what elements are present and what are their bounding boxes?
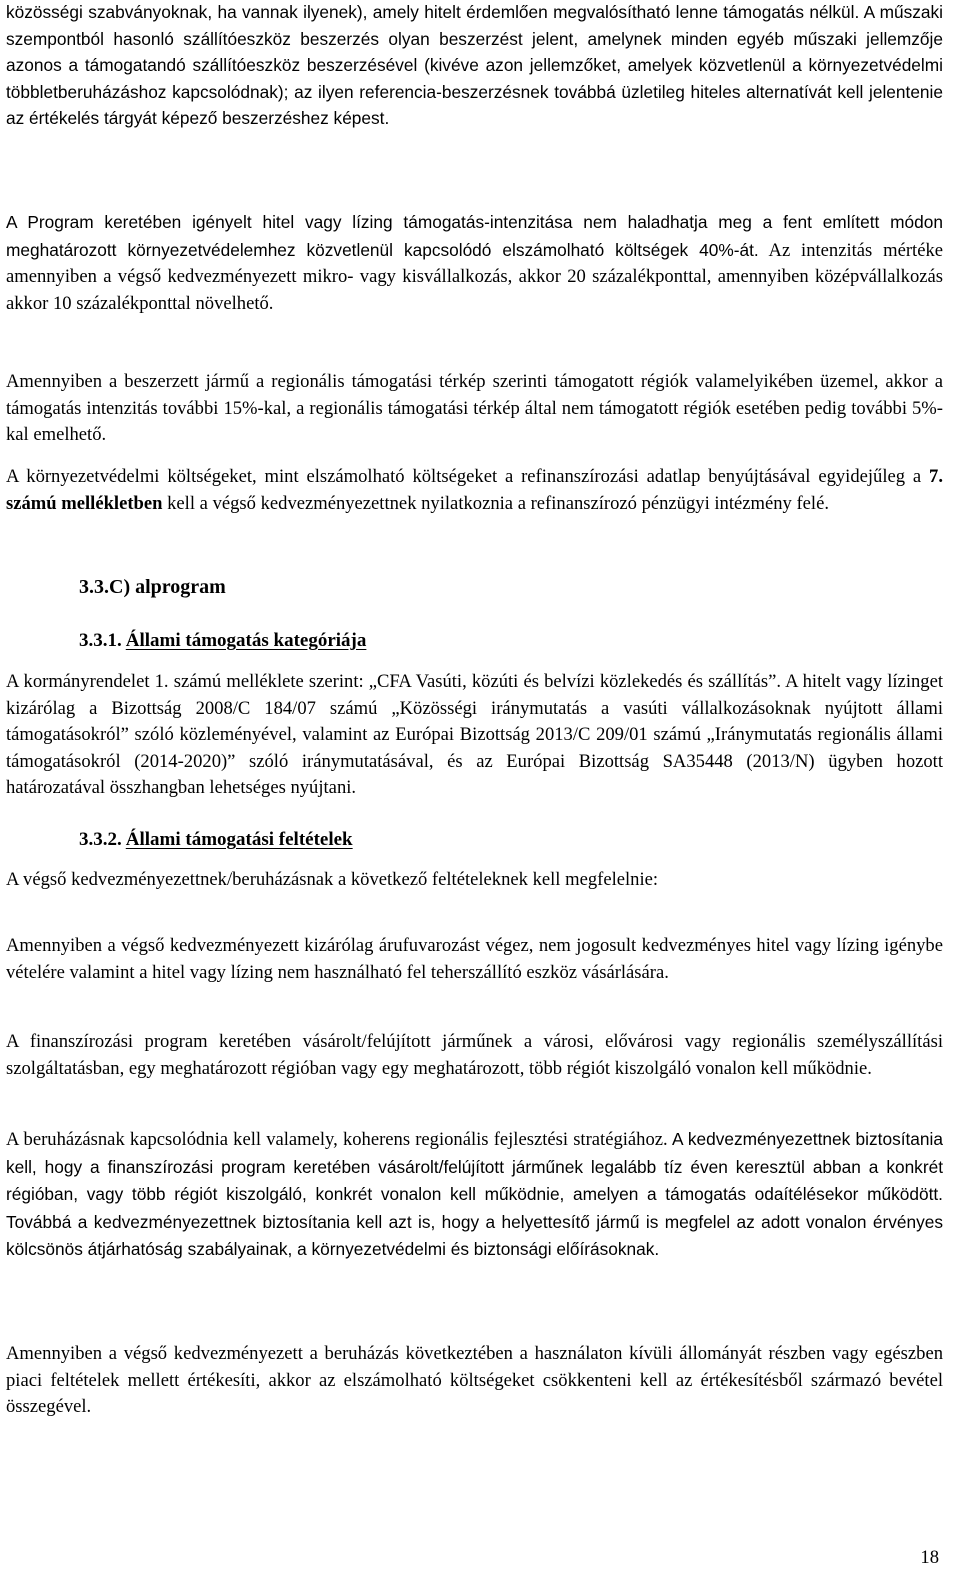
heading-aid-conditions-number: 3.3.2.: [79, 829, 122, 850]
paragraph-passenger-service: A finanszírozási program keretében vásárolt/felújított járműnek a városi, elővárosi vagy regionális személyszállítási szolgáltatásban, egy meghatározott régióban vagy egy meghatározott, több régiót kiszolgáló vonalon kell működnie.: [6, 1031, 943, 1079]
heading-aid-category-number: 3.3.1.: [79, 630, 122, 651]
page-number: 18: [920, 1547, 939, 1568]
paragraph-aid-intensity: [6, 209, 943, 317]
aid-intensity-sentence-1: A Program keretében igényelt hitel vagy lízing támogatás-intenzitása nem haladhatja meg a fent említett módon meghatározott környezetvédelemhez közvetlenül kapcsolódó elszámolható költségek 40%-át.: [6, 212, 943, 260]
paragraph-conditions-intro: A végső kedvezményezettnek/beruházásnak a következő feltételeknek kell megfelelnie:: [6, 869, 659, 890]
heading-aid-conditions: [79, 827, 353, 853]
paragraph-reference-procurement: közösségi szabványoknak, ha vannak ilyenek), amely hitelt érdemlően megvalósítható lenne támogatás nélkül. A műszaki szempontból hasonló szállítóeszköz beszerzés olyan beszerzést jelent, amelynek minden egyéb műszaki jellemzője azonos a támogatandó szállítóeszköz beszerzésével (kivéve azon jellemzőket, amelyek közvetlenül a környezetvédelmi többletberuházáshoz kapcsolódnak); az ilyen referencia-beszerzésnek továbbá üzletileg hiteles alternatívát kell jelentenie az értékelés tárgyát képező beszerzéshez képest.: [6, 2, 943, 129]
paragraph-aid-category: A kormányrendelet 1. számú melléklete szerint: „CFA Vasúti, közúti és belvízi közlekedés és szállítás”. A hitelt vagy lízinget kizárólag a Bizottság 2008/C 184/07 számú „Közösségi iránymutatás a vasúti vállalkozásoknak nyújtott állami támogatásokról” szóló közleményével, valamint az Európai Bizottság 2013/C 209/01 számú „Iránymutatás regionális állami támogatásokról (2014-2020)” szóló iránymutatásával, és az Európai Bizottság SA35448 (2013/N) ügyben hozott határozatával összhangban lehetséges nyújtani.: [6, 671, 943, 799]
paragraph-environmental-costs: [6, 464, 943, 517]
annex-reference: 7. számú mellékletben: [6, 466, 943, 514]
paragraph-regional-aid: Amennyiben a beszerzett jármű a regionális támogatási térkép szerinti támogatott régiók valamelyikében üzemel, akkor a támogatás intenzitás további 15%-kal, a regionális támogatási térkép által nem támogatott régiók esetében pedig további 5%-kal emelhető.: [6, 371, 943, 446]
aid-intensity-sentence-2: Az intenzitás mértéke amennyiben a végső kedvezményezett mikro- vagy kisvállalkozás, akkor 20 százalékponttal, amennyiben középvállalkozás akkor 10 százalékponttal növelhető.: [6, 239, 943, 314]
paragraph-freight-exclusion: Amennyiben a végső kedvezményezett kizárólag árufuvarozást végez, nem jogosult kedvezményes hitel vagy lízing igénybe vételére valamint a hitel vagy lízing nem használható fel teherszállító eszköz vásárlására.: [6, 935, 943, 983]
heading-aid-category-title: Állami támogatás kategóriája: [125, 630, 367, 651]
heading-aid-category: [79, 628, 366, 654]
heading-subprogram: 3.3.C) alprogram: [79, 576, 226, 598]
paragraph-asset-sale: Amennyiben a végső kedvezményezett a beruházás következtében a használaton kívüli állományát részben vagy egészben piaci feltételek mellett értékesíti, akkor az elszámolható költségeket csökkenteni kell az értékesítésből származó bevétel összegével.: [6, 1343, 943, 1418]
env-costs-text-pre: A környezetvédelmi költségeket, mint elszámolható költségeket a refinanszírozási adatlap benyújtásával egyidejűleg a: [6, 466, 930, 487]
paragraph-regional-strategy: [6, 1126, 943, 1264]
env-costs-text-post: kell a végső kedvezményezettnek nyilatkoznia a refinanszírozó pénzügyi intézmény felé.: [162, 492, 829, 514]
heading-aid-conditions-title: Állami támogatási feltételek: [125, 829, 353, 850]
regional-strategy-sentence-1: A beruházásnak kapcsolódnia kell valamely, koherens regionális fejlesztési stratégiához.: [6, 1129, 668, 1150]
regional-strategy-sentence-2: A kedvezményezettnek biztosítania kell, hogy a finanszírozási program keretében vásárolt/felújított járműnek legalább tíz éven keresztül abban a konkrét régióban, vagy több régiót kiszolgáló, konkrét vonalon kell működnie, amelyen a támogatás odaítélésekor működött. Továbbá a kedvezményezettnek biztosítania kell azt is, hogy a helyettesítő jármű is megfelel az adott vonalon érvényes kölcsönös átjárhatóság szabályainak, a környezetvédelmi és biztonsági előírásoknak.: [6, 1129, 943, 1260]
